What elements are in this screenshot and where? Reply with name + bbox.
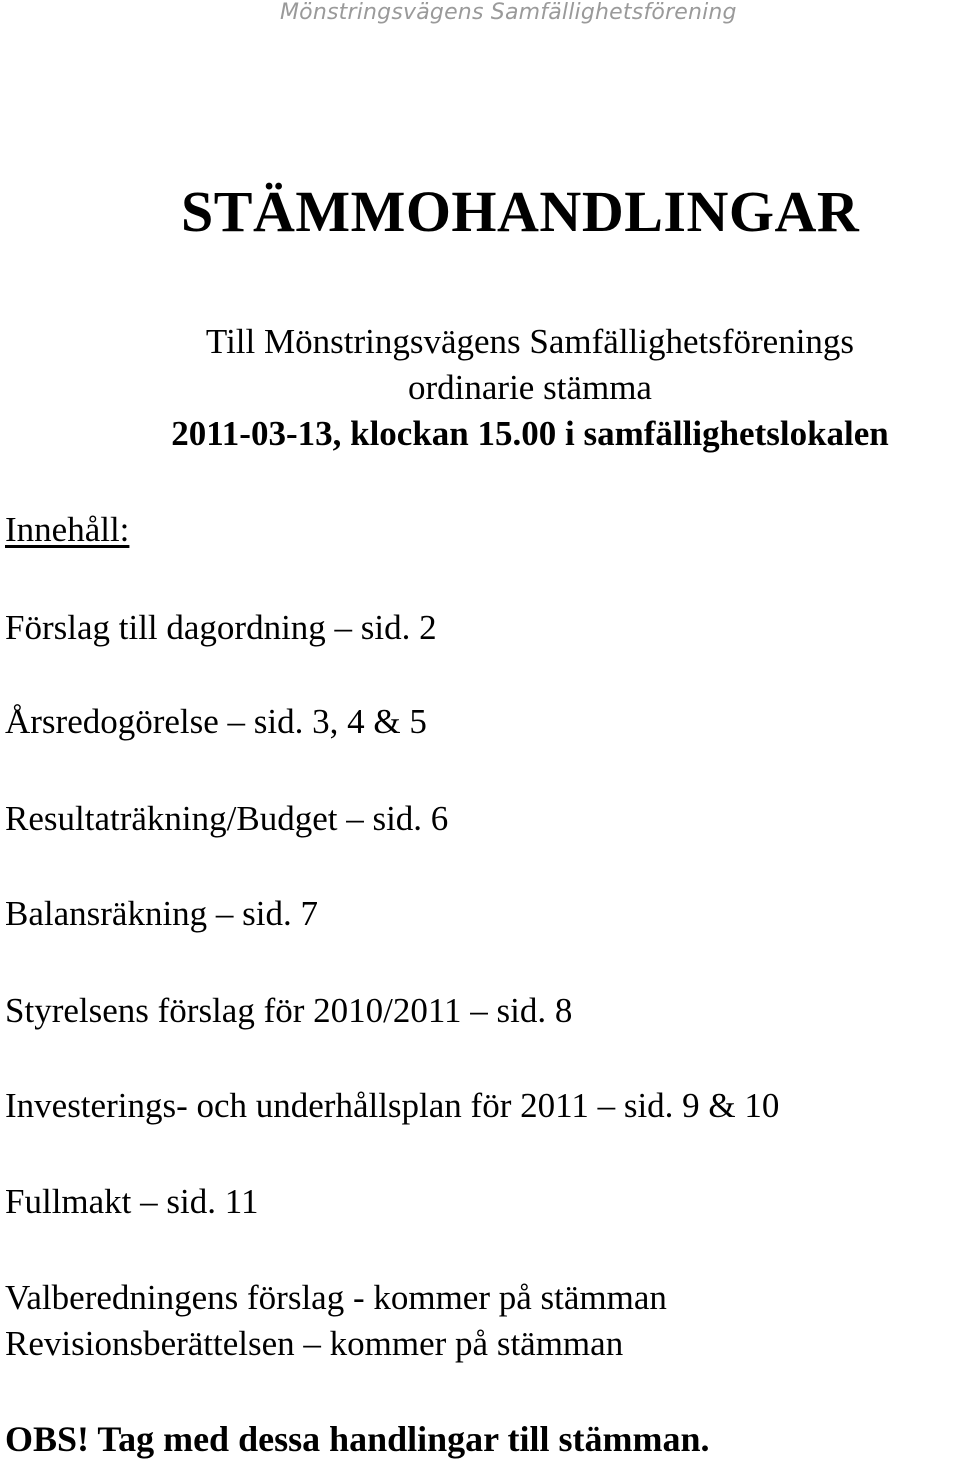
intro-line-2: ordinarie stämma [408, 368, 652, 407]
contents-item-income-budget: Resultaträkning/Budget – sid. 6 [5, 799, 449, 838]
contents-item-board-proposal: Styrelsens förslag för 2010/2011 – sid. 8 [5, 991, 573, 1030]
contents-item-maintenance-plan: Investerings- och underhållsplan för 2011 – sid. 9 & 10 [5, 1086, 780, 1125]
contents-item-annual-report: Årsredogörelse – sid. 3, 4 & 5 [5, 702, 427, 741]
contents-item-audit-report: Revisionsberättelsen – kommer på stämman [5, 1324, 624, 1363]
header-association-name: Mönstringsvägens Samfällighetsförening [280, 0, 737, 25]
document-title: STÄMMOHANDLINGAR [181, 179, 860, 244]
contents-label: Innehåll: [5, 510, 130, 549]
intro-line-3-date-time-place: 2011-03-13, klockan 15.00 i samfällighetslokalen [171, 414, 889, 453]
notice-text: OBS! Tag med dessa handlingar till stämman. [5, 1419, 710, 1459]
intro-line-1: Till Mönstringsvägens Samfällighetsförenings [205, 322, 855, 361]
contents-item-proxy: Fullmakt – sid. 11 [5, 1182, 259, 1221]
contents-item-balance-sheet: Balansräkning – sid. 7 [5, 894, 319, 933]
contents-item-agenda: Förslag till dagordning – sid. 2 [5, 608, 437, 647]
contents-item-nomination-proposal: Valberedningens förslag - kommer på stämman [5, 1278, 667, 1317]
